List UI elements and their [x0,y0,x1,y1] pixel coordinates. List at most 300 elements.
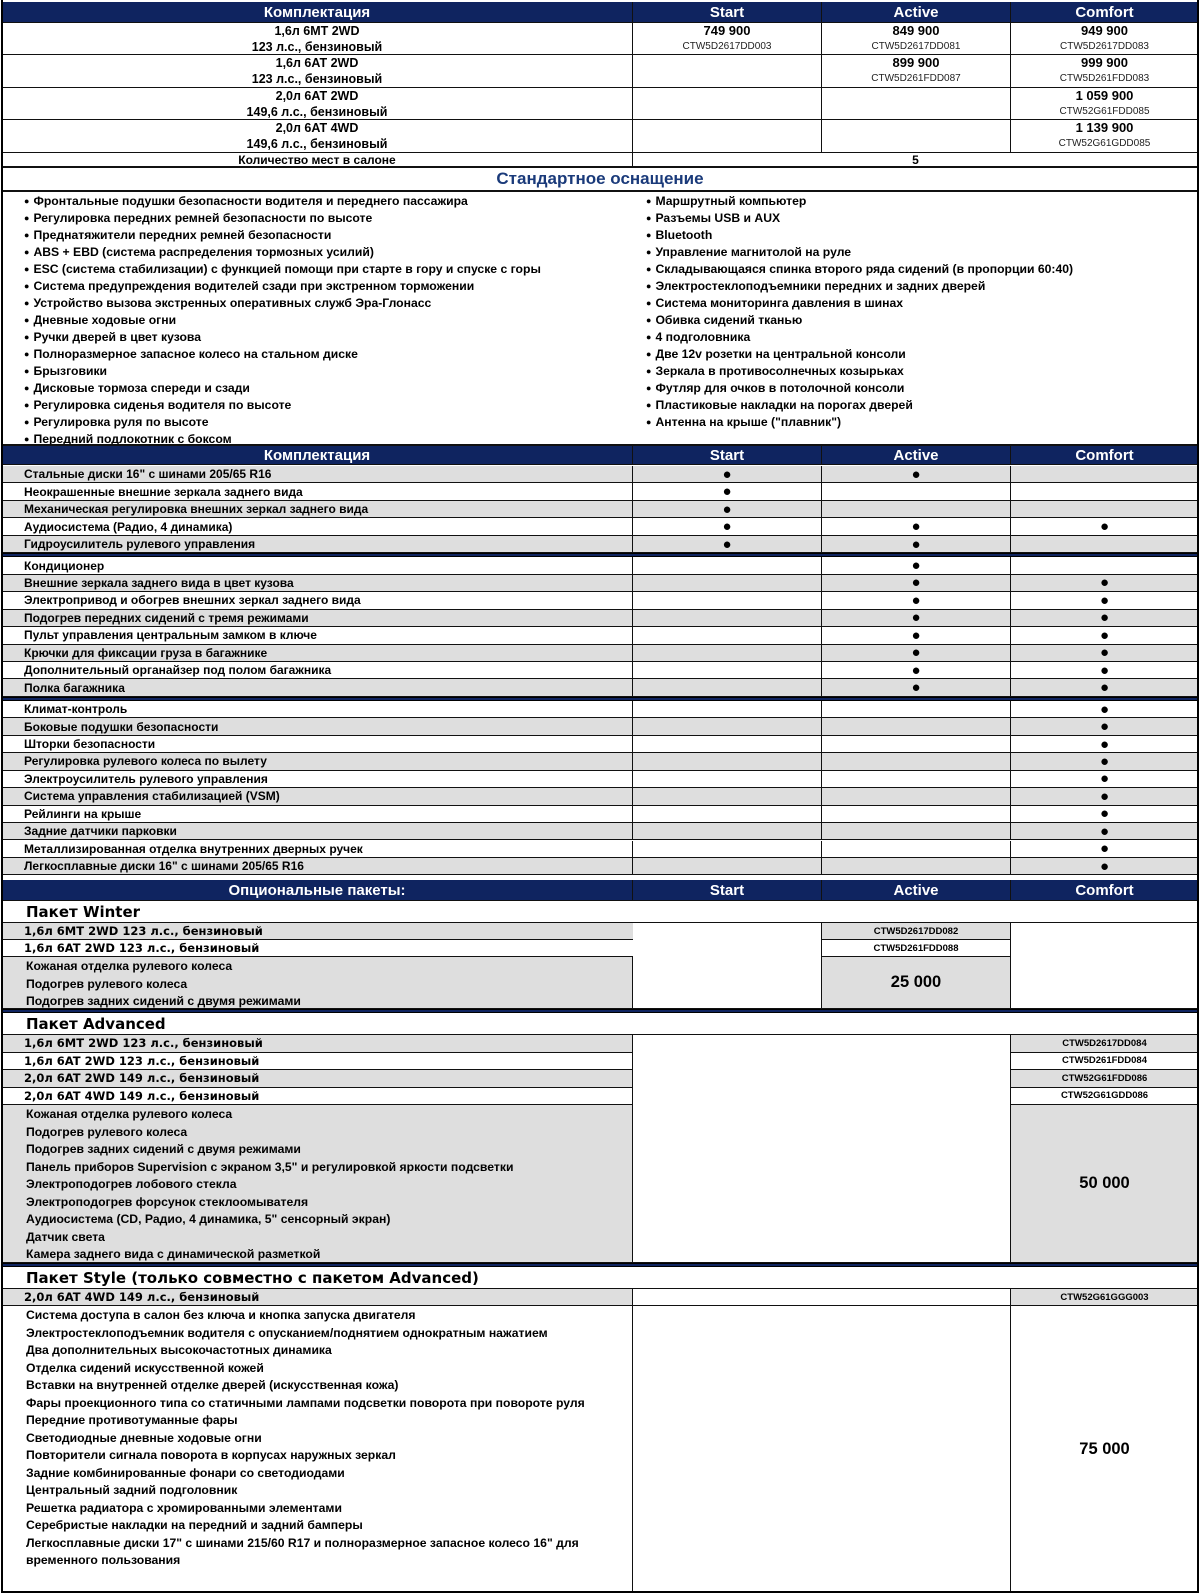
feature-cell-comfort [1011,610,1198,626]
package-engine-label: 2,0л 6AT 4WD 149 л.с., бензиновый [2,1289,633,1305]
engine-power: 149,6 л.с., бензиновый [246,137,388,151]
package-feature: Электроподогрев форсунок стеклоомывателя [26,1194,309,1209]
standard-item [646,295,1073,312]
package-winter-title: Пакет Winter [2,901,1198,923]
code-comfort: CTW5D2617DD083 [1060,40,1149,52]
bullet-icon: ● [646,281,652,291]
bullet-icon: ● [646,298,652,308]
feature-cell-comfort [1011,771,1198,787]
feature-row [2,679,1198,696]
feature-cell-start [633,536,822,552]
package-engine-label: 1,6л 6AT 2WD 123 л.с., бензиновый [2,1053,633,1070]
standard-item [646,397,1073,414]
bullet-icon: ● [24,213,30,223]
feature-cell-comfort [1011,662,1198,678]
feature-label: Неокрашенные внешние зеркала заднего вида [2,483,633,499]
standard-item [646,261,1073,278]
feature-cell-comfort [1011,518,1198,534]
package-feature: Вставки на внутренней отделке дверей (искусственная кожа) [26,1378,399,1392]
feature-row [2,771,1198,788]
included-dot-icon: ● [1099,753,1110,770]
package-engine-label: 2,0л 6AT 4WD 149 л.с., бензиновый [2,1088,633,1105]
standard-item-label: Система мониторинга давления в шинах [655,296,904,310]
table-header [2,2,1198,23]
feature-row [2,536,1198,553]
package-advanced-engine [2,1035,1198,1053]
package-advanced-engine [2,1070,1198,1088]
standard-item-label: Регулировка сиденья водителя по высоте [33,398,292,412]
package-style-title: Пакет Style (только совместно с пакетом Advanced) [2,1267,1198,1289]
feature-cell-start [633,788,822,804]
package-advanced-engine [2,1088,1198,1106]
package-feature: Система доступа в салон без ключа и кнопка запуска двигателя [26,1308,416,1322]
bullet-icon: ● [646,383,652,393]
package-advanced-engine [2,1053,1198,1071]
standard-item-label: Фронтальные подушки безопасности водителя и переднего пассажира [33,194,468,208]
engine-name: 2,0л 6AT 2WD [275,88,359,103]
standard-item-label: Разъемы USB и AUX [655,211,781,225]
header-comfort: Comfort [1011,2,1198,22]
feature-label: Дополнительный органайзер под полом багажника [2,662,633,678]
engine-row [2,55,1198,88]
standard-item [646,363,1073,380]
feature-row [2,645,1198,662]
included-dot-icon: ● [1099,718,1110,735]
standard-item-label: Пластиковые накладки на порогах дверей [655,398,913,412]
standard-item-label: ABS + EBD (система распределения тормозных усилий) [33,245,374,259]
engine-power: 149,6 л.с., бензиновый [246,104,388,119]
package-winter-price: 25 000 [890,973,942,991]
included-dot-icon: ● [1099,609,1110,627]
standard-item-label: Преднатяжители передних ремней безопасности [33,228,332,242]
standard-item [646,329,1073,346]
feature-cell-start [633,718,822,734]
feature-cell-comfort [1011,501,1198,517]
bullet-icon: ● [24,332,30,342]
feature-cell-start [633,575,822,591]
feature-cell-start [633,627,822,643]
package-feature: Кожаная отделка рулевого колеса [26,959,233,973]
price-comfort: 949 900 [1081,23,1128,38]
standard-item [646,414,1073,431]
bullet-icon: ● [24,434,30,444]
bullet-icon: ● [646,417,652,427]
package-code: CTW5D2617DD082 [873,925,959,937]
bullet-icon: ● [646,315,652,325]
bullet-icon: ● [24,281,30,291]
included-dot-icon: ● [1099,770,1110,788]
standard-item [24,329,541,346]
package-feature: Центральный задний подголовник [26,1483,238,1497]
feature-row [2,483,1198,500]
included-dot-icon: ● [1099,644,1110,661]
included-dot-icon: ● [1099,662,1110,679]
package-code: CTW52G61FDD086 [1011,1070,1198,1087]
included-dot-icon: ● [911,644,921,661]
included-dot-icon: ● [1099,735,1110,753]
feature-cell-start [633,645,822,661]
standard-item-label: Ручки дверей в цвет кузова [33,330,202,344]
feature-cell-active [822,501,1011,517]
feature-cell-active [822,557,1011,573]
feature-row [2,718,1198,735]
feature-label: Механическая регулировка внешних зеркал заднего вида [2,501,633,517]
standard-item-label: Антенна на крыше ("плавник") [655,415,842,429]
bullet-icon: ● [646,247,652,257]
package-advanced-price: 50 000 [1079,1174,1130,1192]
included-dot-icon: ● [1099,840,1110,857]
bullet-icon: ● [24,230,30,240]
feature-cell-active [822,718,1011,734]
feature-cell-comfort [1011,536,1198,552]
included-dot-icon: ● [911,518,921,535]
standard-item-label: Электростеклоподъемники передних и задних дверей [655,279,986,293]
standard-item-label: Футляр для очков в потолочной консоли [655,381,905,395]
standard-item [24,397,541,414]
bullet-icon: ● [646,230,652,240]
feature-cell-start [633,858,822,874]
features-header-comfort: Comfort [1011,446,1198,464]
feature-cell-start [633,518,822,534]
included-dot-icon: ● [1099,627,1110,644]
package-feature: Светодиодные дневные ходовые огни [26,1430,262,1445]
package-feature: Подогрев рулевого колеса [26,1124,188,1139]
standard-item-label: Дисковые тормоза спереди и сзади [33,381,250,395]
price-active: 849 900 [892,23,940,38]
feature-label: Система управления стабилизацией (VSM) [2,788,633,804]
bullet-icon: ● [24,196,30,206]
feature-cell-start [633,557,822,573]
included-dot-icon: ● [1099,805,1110,823]
included-dot-icon: ● [722,500,732,518]
price-comfort: 1 139 900 [1075,120,1134,135]
code-active: CTW5D2617DD081 [871,40,961,52]
included-dot-icon: ● [911,557,921,574]
feature-cell-comfort [1011,701,1198,717]
package-feature: Панель приборов Supervision с экраном 3,5" и регулировкой яркости подсветки [26,1159,514,1174]
feature-label: Шторки безопасности [2,736,633,752]
feature-row [2,501,1198,518]
feature-row [2,701,1198,718]
package-feature: Задние комбинированные фонари со светодиодами [26,1465,345,1480]
package-code: CTW5D261FDD084 [1011,1053,1198,1070]
feature-cell-active [822,771,1011,787]
standard-item-label: Передний подлокотник с боксом [33,432,232,446]
standard-list-right [646,193,1073,431]
included-dot-icon: ● [1099,518,1110,535]
feature-row [2,858,1198,875]
package-feature: временного пользования [26,1553,181,1567]
bullet-icon: ● [646,366,652,376]
package-feature: Электростеклоподъемник водителя с опусканием/поднятием однократным нажатием [26,1325,548,1340]
features-header-active: Active [822,446,1011,464]
standard-item-label: Регулировка руля по высоте [33,415,209,429]
bullet-icon: ● [646,349,652,359]
feature-row [2,518,1198,535]
header-configuration: Комплектация [2,2,633,22]
seats-value: 5 [633,153,1198,166]
standard-item-label: Брызговики [33,364,108,378]
bullet-icon: ● [24,400,30,410]
standard-item [24,210,541,227]
feature-cell-active [822,701,1011,717]
feature-cell-comfort [1011,736,1198,752]
standard-item-label: Дневные ходовые огни [33,313,177,327]
standard-item-label: Зеркала в противосолнечных козырьках [655,364,904,378]
code-comfort: CTW52G61FDD085 [1059,105,1150,117]
feature-label: Электроусилитель рулевого управления [2,771,633,787]
feature-label: Стальные диски 16" с шинами 205/65 R16 [2,466,633,482]
standard-item [24,227,541,244]
feature-label: Регулировка рулевого колеса по вылету [2,753,633,769]
included-dot-icon: ● [911,592,921,609]
feature-cell-comfort [1011,753,1198,769]
engine-row [2,23,1198,55]
package-feature: Фары проекционного типа со статичными лампами подсветки поворота при повороте руля [26,1395,585,1410]
package-code: CTW52G61GGG003 [1011,1289,1198,1305]
feature-label: Кондиционер [2,557,633,573]
package-winter-comfort-empty [1011,923,1198,1009]
price-active: 899 900 [892,55,940,70]
package-feature: Подогрев рулевого колеса [26,976,188,991]
options-header [2,880,1198,901]
feature-cell-start [633,736,822,752]
header-start: Start [633,2,822,22]
bullet-icon: ● [24,247,30,257]
feature-cell-start [633,501,822,517]
feature-label: Аудиосистема (Радио, 4 динамика) [2,518,633,534]
engine-name: 2,0л 6AT 4WD [275,121,359,135]
feature-cell-active [822,466,1011,482]
options-header-title: Опциональные пакеты: [2,880,633,900]
included-dot-icon: ● [722,466,732,483]
feature-cell-active [822,753,1011,769]
package-feature: Решетка радиатора с хромированными элементами [26,1500,342,1515]
bullet-icon: ● [24,264,30,274]
standard-item-label: Система предупреждения водителей сзади при экстренном торможении [33,279,475,293]
standard-item [646,278,1073,295]
feature-cell-active [822,662,1011,678]
feature-cell-comfort [1011,645,1198,661]
package-feature: Камера заднего вида с динамической разметкой [26,1247,321,1261]
bullet-icon: ● [24,349,30,359]
included-dot-icon: ● [911,466,921,483]
included-dot-icon: ● [722,483,732,500]
price-comfort: 1 059 900 [1075,88,1134,103]
feature-cell-active [822,841,1011,857]
code-comfort: CTW5D261FDD083 [1059,73,1150,84]
bullet-icon: ● [24,383,30,393]
feature-cell-active [822,536,1011,552]
bullet-icon: ● [24,298,30,308]
feature-label: Крючки для фиксации груза в багажнике [2,645,633,661]
feature-cell-active [822,806,1011,822]
package-code: CTW52G61GDD086 [1011,1088,1198,1105]
feature-row [2,610,1198,627]
feature-cell-comfort [1011,823,1198,839]
package-feature: Подогрев задних сидений с двумя режимами [26,994,301,1008]
feature-cell-start [633,806,822,822]
feature-row [2,736,1198,753]
feature-label: Внешние зеркала заднего вида в цвет кузова [2,575,633,591]
seats-row [2,153,1198,168]
standard-item [646,227,1073,244]
price-start: 749 900 [703,23,751,38]
feature-label: Пульт управления центральным замком в ключе [2,627,633,643]
included-dot-icon: ● [1099,700,1110,718]
bullet-icon: ● [24,366,30,376]
feature-label: Рейлинги на крыше [2,806,633,822]
standard-item [24,244,541,261]
feature-cell-active [822,518,1011,534]
feature-cell-active [822,610,1011,626]
feature-cell-comfort [1011,627,1198,643]
options-header-comfort: Comfort [1011,880,1198,900]
feature-row [2,557,1198,574]
feature-cell-comfort [1011,841,1198,857]
included-dot-icon: ● [722,518,732,535]
feature-cell-active [822,575,1011,591]
package-engine-label: 1,6л 6MT 2WD 123 л.с., бензиновый [2,1035,633,1052]
included-dot-icon: ● [1099,788,1110,805]
feature-label: Полка багажника [2,679,633,695]
feature-cell-active [822,858,1011,874]
code-start: CTW5D2617DD003 [682,40,772,52]
feature-cell-start [633,753,822,769]
package-style-engine [2,1289,1198,1306]
included-dot-icon: ● [1099,592,1110,609]
standard-item [24,261,541,278]
feature-label: Легкосплавные диски 16" с шинами 205/65 R16 [2,858,633,874]
standard-item [646,193,1073,210]
bullet-icon: ● [646,213,652,223]
feature-cell-comfort [1011,718,1198,734]
feature-row [2,592,1198,609]
bullet-icon: ● [646,400,652,410]
package-style-empty [633,1306,1011,1593]
standard-item [24,278,541,295]
feature-cell-active [822,736,1011,752]
feature-cell-start [633,701,822,717]
standard-equipment-title: Стандартное оснащение [2,168,1198,192]
standard-item [646,346,1073,363]
feature-cell-comfort [1011,806,1198,822]
package-feature: Аудиосистема (CD, Радио, 4 динамика, 5" сенсорный экран) [26,1212,391,1226]
feature-cell-start [633,592,822,608]
package-engine-label: 1,6л 6AT 2WD 123 л.с., бензиновый [2,940,633,956]
included-dot-icon: ● [911,627,921,644]
standard-item [24,414,541,431]
feature-row [2,575,1198,592]
included-dot-icon: ● [911,574,921,592]
package-engine-label: 1,6л 6MT 2WD 123 л.с., бензиновый [2,923,633,939]
standard-item [24,363,541,380]
package-winter-features [2,957,633,1009]
package-feature: Повторители сигнала поворота в корпусах наружных зеркал [26,1448,396,1462]
engine-name: 1,6л 6AT 2WD [275,56,359,70]
engine-row [2,88,1198,120]
code-comfort: CTW52G61GDD085 [1058,138,1151,149]
feature-row [2,823,1198,840]
features-header-start: Start [633,446,822,464]
standard-item-label: Полноразмерное запасное колесо на стальном диске [33,347,358,361]
included-dot-icon: ● [722,535,732,553]
package-feature: Кожаная отделка рулевого колеса [26,1107,233,1121]
package-feature: Передние противотуманные фары [26,1413,238,1427]
options-header-start: Start [633,880,822,900]
feature-row [2,466,1198,483]
package-advanced-features [2,1105,633,1263]
package-advanced-title: Пакет Advanced [2,1013,1198,1035]
feature-cell-active [822,679,1011,695]
bullet-icon: ● [646,332,652,342]
standard-item [24,295,541,312]
seats-label: Количество мест в салоне [2,153,633,166]
included-dot-icon: ● [1099,857,1110,875]
package-winter-start-empty [633,923,822,1009]
feature-row [2,806,1198,823]
standard-item [646,380,1073,397]
code-active: CTW5D261FDD087 [871,73,961,84]
package-style-features [2,1306,633,1593]
standard-item-label: Управление магнитолой на руле [655,245,852,259]
package-advanced-empty [633,1035,1011,1263]
included-dot-icon: ● [911,662,921,679]
price-comfort: 999 900 [1081,55,1128,70]
feature-row [2,662,1198,679]
standard-item-label: ESC (система стабилизации) с функцией помощи при старте в гору и спуске с горы [33,262,541,276]
feature-cell-start [633,841,822,857]
standard-item-label: Bluetooth [655,228,713,242]
feature-cell-active [822,788,1011,804]
feature-cell-comfort [1011,575,1198,591]
feature-label: Боковые подушки безопасности [2,718,633,734]
bullet-icon: ● [24,417,30,427]
features-header [2,444,1198,465]
standard-item [24,193,541,210]
feature-cell-start [633,610,822,626]
package-engine-label: 2,0л 6AT 2WD 149 л.с., бензиновый [2,1070,633,1087]
feature-cell-comfort [1011,788,1198,804]
included-dot-icon: ● [911,609,921,627]
included-dot-icon: ● [1099,574,1110,592]
feature-cell-start [633,466,822,482]
standard-item [646,244,1073,261]
standard-item-label: Устройство вызова экстренных оперативных служб Эра-Глонасс [33,296,432,310]
bullet-icon: ● [24,315,30,325]
package-feature: Легкосплавные диски 17" с шинами 215/60 R17 и полноразмерное запасное колесо 16" для [26,1535,579,1550]
bullet-icon: ● [646,196,652,206]
feature-label: Электропривод и обогрев внешних зеркал заднего вида [2,592,633,608]
feature-row [2,753,1198,770]
feature-cell-start [633,823,822,839]
feature-cell-active [822,645,1011,661]
standard-list-left [24,193,541,448]
package-feature: Электроподогрев лобового стекла [26,1177,237,1191]
included-dot-icon: ● [911,535,921,553]
features-header-configuration: Комплектация [2,446,633,464]
included-dot-icon: ● [911,679,921,696]
feature-cell-comfort [1011,483,1198,499]
standard-item-label: 4 подголовника [655,330,751,344]
feature-cell-comfort [1011,858,1198,874]
feature-cell-start [633,483,822,499]
feature-cell-active [822,592,1011,608]
feature-cell-comfort [1011,592,1198,608]
options-header-active: Active [822,880,1011,900]
feature-row [2,841,1198,858]
engine-power: 123 л.с., бензиновый [251,72,383,86]
